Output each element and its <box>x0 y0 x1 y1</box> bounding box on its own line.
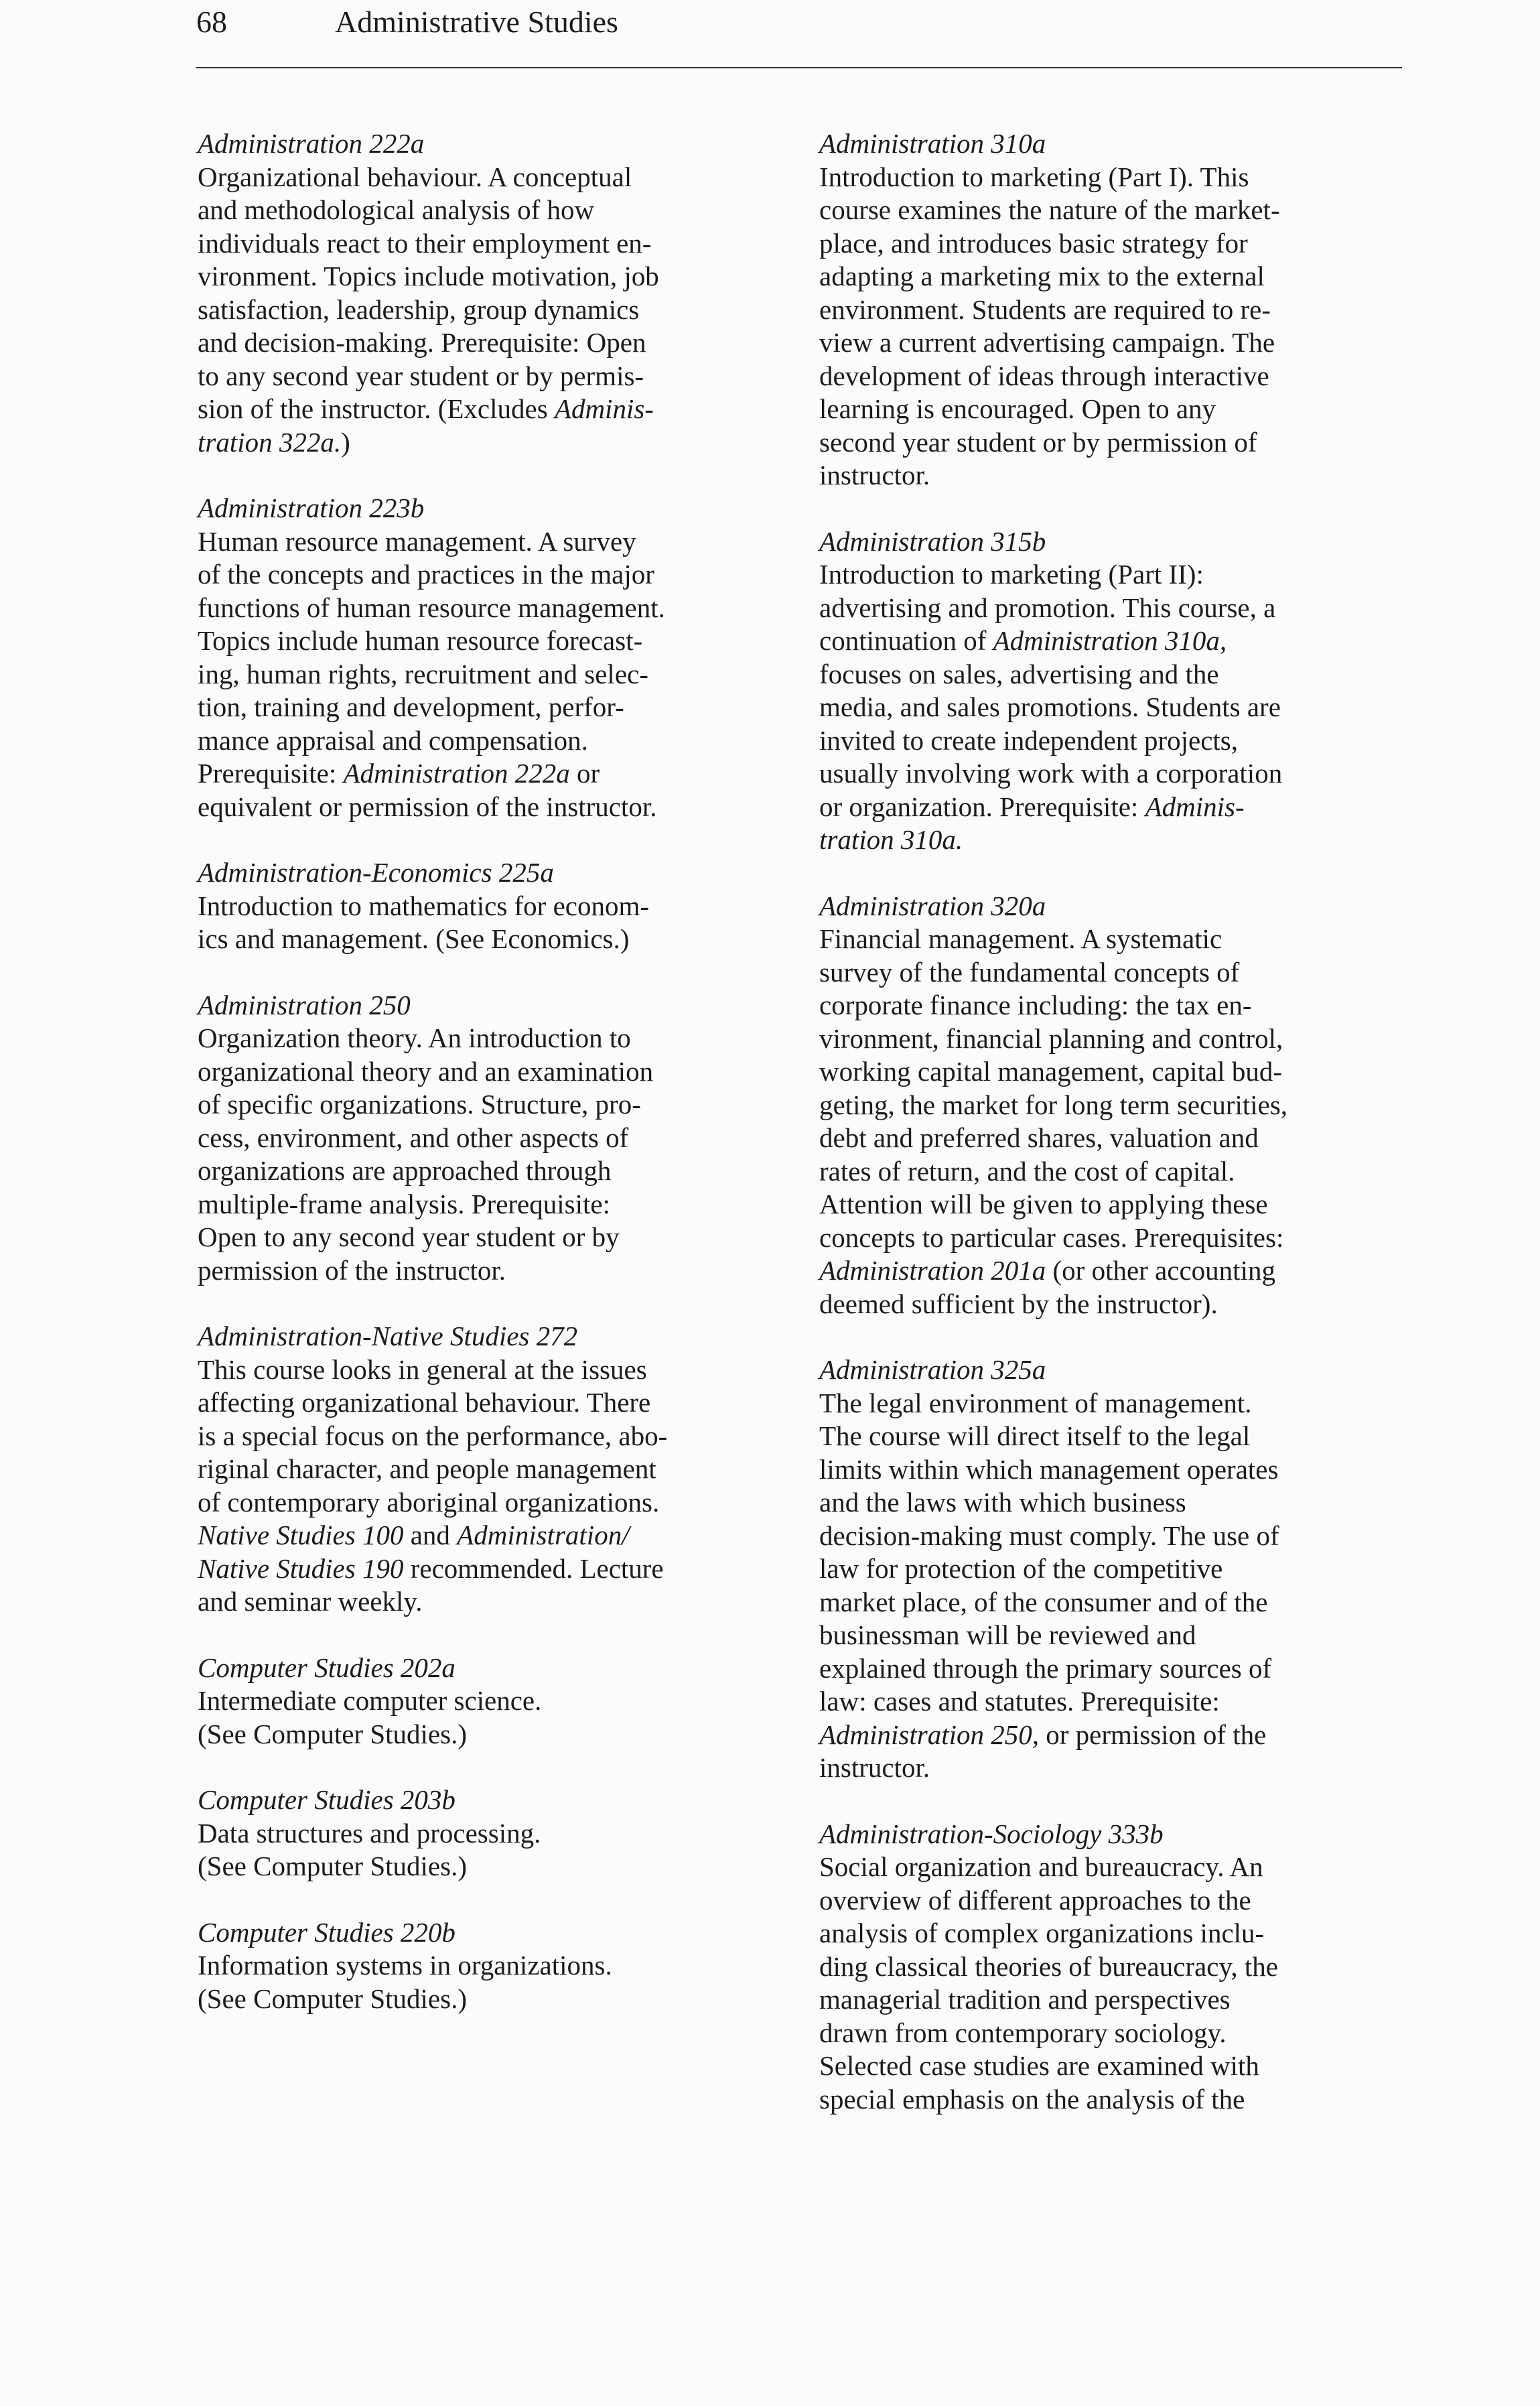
page-number: 68 <box>196 5 227 39</box>
text-segment: vironment. Topics include motivation, job <box>198 261 659 291</box>
text-segment: adapting a marketing mix to the external <box>819 261 1265 291</box>
description-line <box>198 1420 780 1453</box>
text-segment: special emphasis on the analysis of the <box>819 2083 1245 2115</box>
text-segment: of specific organizations. Structure, pro- <box>198 1089 641 1120</box>
text-segment: mance appraisal and compensation. <box>198 724 588 756</box>
description-line <box>819 161 1409 194</box>
description-line <box>198 360 780 393</box>
course-title: Administration-Native Studies 272 <box>198 1321 578 1351</box>
text-segment: (or other accounting <box>1046 1255 1275 1286</box>
text-segment: ics and management. (See Economics.) <box>198 923 630 954</box>
text-segment: Prerequisite: <box>198 758 344 789</box>
text-segment: corporate finance including: the tax en- <box>819 990 1252 1020</box>
text-segment: limits within which management operates <box>819 1453 1279 1485</box>
description-line <box>198 658 780 691</box>
description-line <box>819 956 1409 990</box>
text-segment: drawn from contemporary sociology. <box>819 2017 1227 2048</box>
text-segment: This course looks in general at the issues <box>198 1353 647 1385</box>
description-line <box>198 757 780 791</box>
course-entry <box>198 1320 780 1619</box>
description-line <box>819 1552 1409 1586</box>
description-line <box>198 923 780 956</box>
right-column <box>819 127 1409 2149</box>
description-line <box>819 558 1409 592</box>
description-line <box>198 558 780 592</box>
course-entry <box>819 890 1409 1321</box>
description-line <box>819 1188 1409 1221</box>
description-line <box>819 624 1409 658</box>
italic-reference: tration 322a. <box>198 426 342 458</box>
text-segment: geting, the market for long term securities, <box>819 1089 1288 1120</box>
description-line <box>819 691 1409 724</box>
text-segment: debt and preferred shares, valuation and <box>819 1122 1259 1153</box>
text-segment: law: cases and statutes. Prerequisite: <box>819 1686 1220 1717</box>
description-line <box>198 1386 780 1420</box>
description-line <box>819 393 1409 426</box>
running-title: Administrative Studies <box>335 5 618 39</box>
text-segment: invited to create independent projects, <box>819 724 1239 756</box>
course-title: Administration 222a <box>198 128 425 159</box>
description-line <box>198 624 780 658</box>
description-line <box>198 1221 780 1254</box>
header-rule <box>196 67 1402 68</box>
text-segment: explained through the primary sources of <box>819 1652 1272 1684</box>
text-segment: focuses on sales, advertising and the <box>819 658 1219 689</box>
text-segment: advertising and promotion. This course, a <box>819 592 1276 623</box>
text-segment: market place, of the consumer and of the <box>819 1586 1268 1617</box>
description-line <box>819 293 1409 327</box>
description-line <box>198 1684 780 1718</box>
description-line <box>819 791 1409 824</box>
description-line <box>819 459 1409 492</box>
description-line <box>198 1718 780 1751</box>
text-segment: vironment, financial planning and control, <box>819 1022 1283 1054</box>
course-title: Administration 223b <box>198 492 425 523</box>
course-title: Administration-Economics 225a <box>198 857 554 888</box>
text-segment: instructor. <box>819 460 930 490</box>
text-segment: and <box>403 1520 458 1550</box>
description-line <box>198 691 780 724</box>
text-segment: recommended. Lecture <box>403 1552 664 1584</box>
text-segment: ) <box>341 426 350 458</box>
page-header <box>196 3 1402 42</box>
text-segment: Topics include human resource forecast- <box>198 625 643 656</box>
description-line <box>819 1387 1409 1420</box>
description-line <box>819 1586 1409 1619</box>
text-segment: functions of human resource management. <box>198 592 665 623</box>
text-segment: to any second year student or by permis- <box>198 360 644 391</box>
description-line <box>198 1552 780 1586</box>
description-line <box>198 525 780 559</box>
text-segment: cess, environment, and other aspects of <box>198 1122 629 1153</box>
description-line <box>198 1519 780 1552</box>
italic-reference: Administration/ <box>457 1520 630 1550</box>
description-line <box>819 1520 1409 1553</box>
description-line <box>819 1719 1409 1752</box>
text-segment: The legal environment of management. <box>819 1387 1252 1418</box>
course-entry <box>198 492 780 823</box>
text-segment: view a current advertising campaign. The <box>819 327 1275 358</box>
course-title: Administration 250 <box>198 989 411 1020</box>
description-line <box>198 1088 780 1122</box>
description-line <box>198 592 780 625</box>
text-segment: development of ideas through interactive <box>819 360 1269 391</box>
description-line <box>819 1122 1409 1155</box>
course-entry <box>819 1353 1409 1785</box>
text-segment: working capital management, capital bud- <box>819 1056 1283 1087</box>
italic-reference: Administration 310a, <box>993 625 1227 656</box>
text-segment: Introduction to marketing (Part I). This <box>819 161 1249 192</box>
text-segment: survey of the fundamental concepts of <box>819 956 1240 988</box>
text-segment: organizational theory and an examination <box>198 1055 654 1087</box>
text-segment: multiple-frame analysis. Prerequisite: <box>198 1188 610 1219</box>
description-line <box>819 1884 1409 1918</box>
description-line <box>819 426 1409 460</box>
description-line <box>198 1154 780 1188</box>
course-entry <box>198 1784 780 1883</box>
description-line <box>819 360 1409 393</box>
text-segment: managerial tradition and perspectives <box>819 1984 1231 2015</box>
description-line <box>198 1486 780 1520</box>
text-segment: continuation of <box>819 625 993 656</box>
text-segment: deemed sufficient by the instructor). <box>819 1288 1218 1319</box>
text-segment: sion of the instructor. (Excludes <box>198 393 555 424</box>
text-segment: second year student or by permission of <box>819 426 1257 458</box>
italic-reference: Administration 201a <box>819 1255 1046 1286</box>
description-line <box>819 1486 1409 1520</box>
text-segment: equivalent or permission of the instructor. <box>198 791 657 822</box>
description-line <box>819 227 1409 261</box>
text-segment: Attention will be given to applying these <box>819 1189 1268 1219</box>
text-segment: ing, human rights, recruitment and selec- <box>198 658 648 689</box>
text-segment: Data structures and processing. <box>198 1817 541 1849</box>
course-title: Computer Studies 202a <box>198 1652 456 1683</box>
italic-reference: Adminis- <box>554 393 654 424</box>
description-line <box>198 1983 780 2016</box>
text-segment: and the laws with which business <box>819 1487 1186 1518</box>
description-line <box>819 1288 1409 1321</box>
text-segment: law for protection of the competitive <box>819 1553 1223 1584</box>
italic-reference: tration 310a. <box>819 824 963 855</box>
text-segment: of contemporary aboriginal organizations. <box>198 1486 660 1518</box>
text-segment: (See Computer Studies.) <box>198 1851 467 1881</box>
text-segment: media, and sales promotions. Students are <box>819 691 1281 722</box>
description-line <box>198 1949 780 1983</box>
text-segment: Introduction to mathematics for econom- <box>198 890 650 921</box>
text-segment: Information systems in organizations. <box>198 1950 612 1981</box>
course-entry <box>819 525 1409 857</box>
course-entry <box>198 989 780 1288</box>
description-line <box>819 1254 1409 1288</box>
text-segment: Selected case studies are examined with <box>819 2050 1259 2081</box>
description-line <box>819 326 1409 360</box>
description-line <box>198 1188 780 1221</box>
description-line <box>819 592 1409 625</box>
description-line <box>198 426 780 460</box>
text-segment: permission of the instructor. <box>198 1254 506 1286</box>
text-segment: Open to any second year student or by <box>198 1221 620 1252</box>
description-line <box>198 1254 780 1288</box>
description-line <box>198 1453 780 1486</box>
text-segment: Financial management. A systematic <box>819 923 1222 954</box>
course-title: Administration 320a <box>819 890 1046 921</box>
description-line <box>819 1221 1409 1255</box>
text-segment: ding classical theories of bureaucracy, the <box>819 1950 1278 1982</box>
description-line <box>819 823 1409 857</box>
text-segment: place, and introduces basic strategy for <box>819 227 1248 259</box>
description-line <box>819 260 1409 293</box>
text-segment: rates of return, and the cost of capital. <box>819 1155 1235 1187</box>
course-title: Computer Studies 203b <box>198 1784 456 1815</box>
text-segment: (See Computer Studies.) <box>198 1983 467 2014</box>
description-line <box>819 2050 1409 2083</box>
italic-reference: Adminis- <box>1145 791 1245 822</box>
text-segment: or <box>569 758 600 789</box>
description-line <box>819 1950 1409 1984</box>
italic-reference: Administration 250, <box>819 1719 1040 1750</box>
description-line <box>198 194 780 227</box>
course-title: Computer Studies 220b <box>198 1916 456 1948</box>
text-segment: and methodological analysis of how <box>198 194 595 225</box>
description-line <box>198 1022 780 1055</box>
description-line <box>819 1685 1409 1719</box>
description-line <box>198 1353 780 1387</box>
text-segment: analysis of complex organizations inclu- <box>819 1918 1265 1948</box>
course-entry <box>819 1818 1409 2117</box>
text-segment: Organizational behaviour. A conceptual <box>198 161 632 192</box>
description-line <box>198 393 780 426</box>
course-entry <box>198 1652 780 1751</box>
course-title: Administration 310a <box>819 128 1046 159</box>
text-segment: instructor. <box>819 1752 930 1783</box>
course-title: Administration 325a <box>819 1354 1046 1385</box>
text-segment: concepts to particular cases. Prerequisites: <box>819 1221 1284 1253</box>
description-line <box>819 1453 1409 1487</box>
text-segment: or permission of the <box>1039 1719 1267 1750</box>
description-line <box>198 293 780 327</box>
text-segment: or organization. Prerequisite: <box>819 791 1145 822</box>
description-line <box>198 326 780 360</box>
text-segment: usually involving work with a corporation <box>819 758 1283 789</box>
left-column <box>198 127 780 2048</box>
text-segment: The course will direct itself to the legal <box>819 1420 1251 1451</box>
text-segment: (See Computer Studies.) <box>198 1718 467 1749</box>
text-segment: course examines the nature of the market- <box>819 194 1280 225</box>
description-line <box>198 724 780 758</box>
text-segment: overview of different approaches to the <box>819 1884 1251 1916</box>
text-segment: organizations are approached through <box>198 1155 612 1186</box>
description-line <box>819 1022 1409 1056</box>
description-line <box>819 1155 1409 1189</box>
text-segment: Human resource management. A survey <box>198 525 636 557</box>
text-segment: decision-making must comply. The use of <box>819 1520 1279 1551</box>
course-entry <box>198 856 780 956</box>
text-segment: and seminar weekly. <box>198 1586 423 1617</box>
description-line <box>198 791 780 824</box>
description-line <box>819 1917 1409 1950</box>
text-segment: tion, training and development, perfor- <box>198 691 624 722</box>
course-title: Administration 315b <box>819 525 1046 557</box>
text-segment: Social organization and bureaucracy. An <box>819 1851 1263 1882</box>
course-entry <box>198 1916 780 2016</box>
text-segment: riginal character, and people management <box>198 1453 656 1484</box>
description-line <box>819 989 1409 1022</box>
description-line <box>819 2017 1409 2050</box>
description-line <box>819 1089 1409 1122</box>
description-line <box>819 923 1409 956</box>
italic-reference: Native Studies 100 <box>198 1520 404 1550</box>
text-segment: and decision-making. Prerequisite: Open <box>198 327 646 358</box>
description-line <box>819 1983 1409 2017</box>
description-line <box>819 1851 1409 1884</box>
description-line <box>819 194 1409 227</box>
description-line <box>198 1122 780 1155</box>
italic-reference: Native Studies 190 <box>198 1552 404 1584</box>
description-line <box>819 1055 1409 1089</box>
text-segment: businessman will be reviewed and <box>819 1619 1196 1650</box>
text-segment: affecting organizational behaviour. There <box>198 1387 651 1418</box>
description-line <box>819 1420 1409 1453</box>
italic-reference: Administration 222a <box>343 758 570 789</box>
description-line <box>198 1850 780 1883</box>
text-segment: Intermediate computer science. <box>198 1685 542 1716</box>
description-line <box>819 2083 1409 2117</box>
description-line <box>819 658 1409 691</box>
text-segment: environment. Students are required to re- <box>819 293 1271 325</box>
course-entry <box>198 127 780 459</box>
description-line <box>198 1055 780 1089</box>
text-segment: Organization theory. An introduction to <box>198 1022 631 1053</box>
description-line <box>198 260 780 293</box>
text-segment: learning is encouraged. Open to any <box>819 393 1216 424</box>
description-line <box>819 1652 1409 1686</box>
description-line <box>198 227 780 261</box>
text-segment: individuals react to their employment en- <box>198 227 652 259</box>
description-line <box>819 1619 1409 1652</box>
description-line <box>819 1751 1409 1785</box>
description-line <box>198 1585 780 1619</box>
course-entry <box>819 127 1409 492</box>
description-line <box>198 161 780 194</box>
description-line <box>819 757 1409 791</box>
description-line <box>819 724 1409 758</box>
text-segment: satisfaction, leadership, group dynamics <box>198 293 640 325</box>
text-segment: Introduction to marketing (Part II): <box>819 559 1204 590</box>
course-title: Administration-Sociology 333b <box>819 1818 1164 1849</box>
description-line <box>198 890 780 923</box>
text-segment: is a special focus on the performance, abo- <box>198 1420 668 1451</box>
text-segment: of the concepts and practices in the major <box>198 559 654 590</box>
description-line <box>198 1817 780 1851</box>
